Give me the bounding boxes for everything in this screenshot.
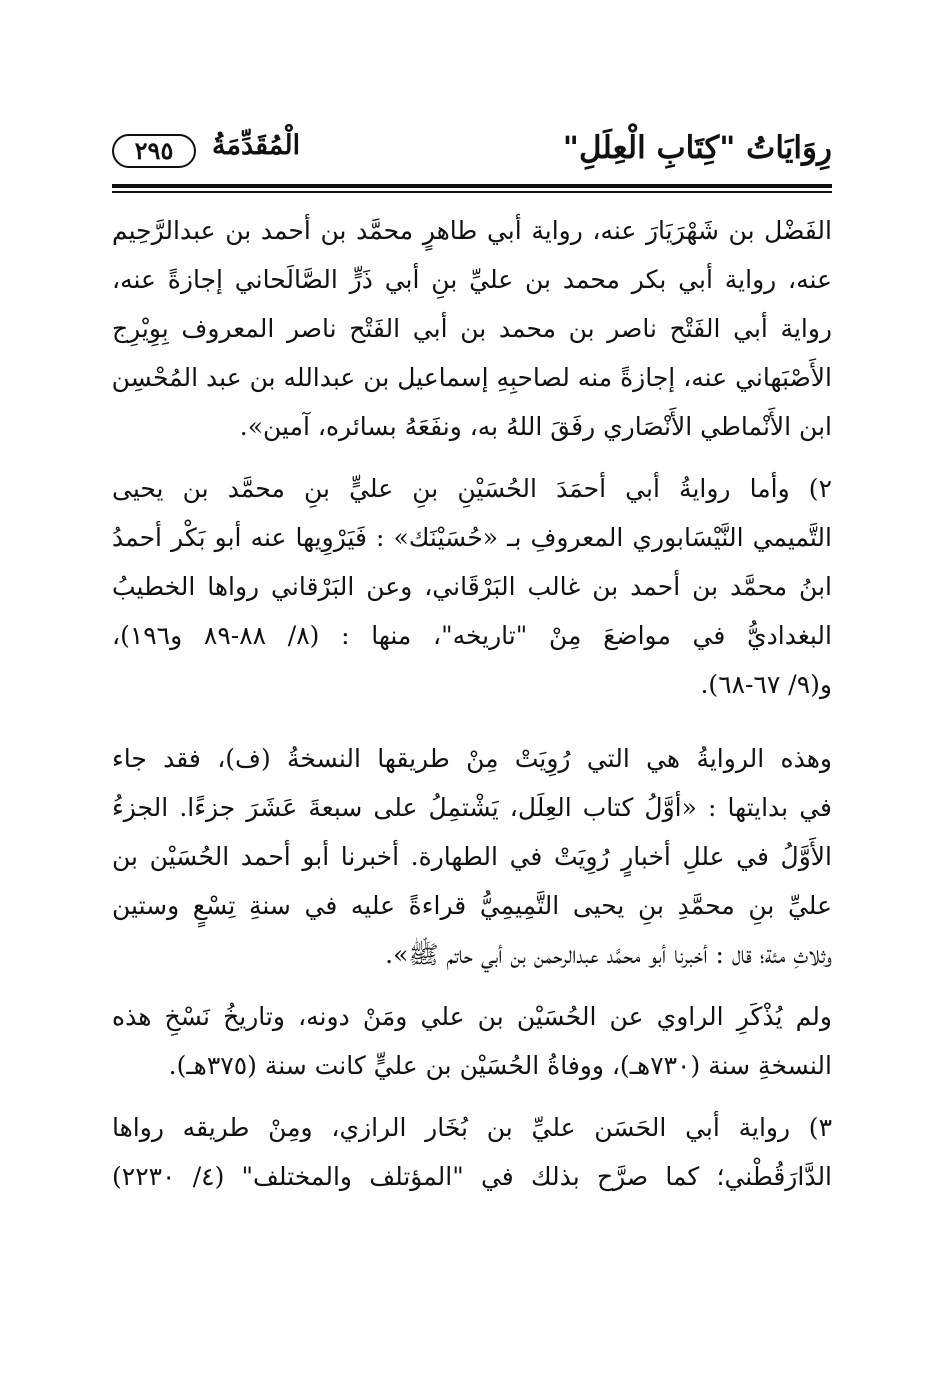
text-line: ٢) وأما روايةُ أبي أحمَدَ الحُسَيْنِ بنِ عليٍّ بنِ محمَّد بن يحيى — [112, 474, 832, 503]
section-title: الْمُقَدِّمَةُ — [212, 130, 301, 161]
page-number-badge: ٢٩٥ — [112, 134, 196, 168]
running-title: رِوَايَاتُ "كِتَابِ الْعِلَلِ" — [562, 130, 832, 166]
text-line: البغداديُّ في مواضعَ مِنْ "تاريخه"، منها : (٨/ ٨٨-٨٩ و١٩٦)، — [112, 621, 832, 650]
text-line: وهذه الروايةُ هي التي رُوِيَتْ مِنْ طريقها النسخةُ (ف)، فقد جاء — [112, 744, 832, 773]
text-line: رواية أبي الفَتْح ناصر بن محمد بن أبي الفَتْح ناصر المعروف بِوِيْرِج — [112, 314, 832, 343]
paragraph — [112, 734, 832, 979]
paragraph — [112, 1103, 832, 1201]
text-line: الأَصْبَهاني عنه، إجازةً منه لصاحبِهِ إسماعيل بن عبدالله بن عبد المُحْسِن — [112, 363, 832, 392]
header-rule-thin — [112, 191, 832, 193]
text-line: ولم يُذْكَرِ الراوي عن الحُسَيْن بن علي ومَنْ دونه، وتاريخُ نَسْخِ هذه — [112, 1002, 832, 1031]
text-line: في بدايتها : «أوَّلُ كتاب العِلَل، يَشْتمِلُ على سبعةَ عَشَرَ جزءًا. الجزءُ — [112, 793, 832, 822]
text-line: ابن الأَنْماطي الأَنْصَاري رفَقَ اللهُ به، ونفَعَهُ بسائره، آمين». — [239, 412, 832, 441]
text-line: وثلاثِ مئة؛ قال : أخبرنا أبو محمَّد عبدالرحمن بن أبي حاتم ﷺ». — [385, 940, 832, 969]
paragraph — [112, 206, 832, 451]
text-line: التَّميمي النَّيْسَابوري المعروفِ بـ «حُسَيْنَك» : فَيَرْوِيها عنه أبو بَكْر أحمدُ — [112, 523, 832, 552]
text-line: عليِّ بنِ محمَّدِ بنِ يحيى التَّمِيمِيُّ قراءةً عليه في سنةِ تِسْعٍ وستين — [112, 891, 832, 920]
paragraph — [112, 992, 832, 1090]
text-line: و(٩/ ٦٧-٦٨). — [700, 670, 832, 699]
body-text — [112, 206, 832, 1201]
text-line: عنه، رواية أبي بكر محمد بن عليِّ بنِ أبي ذَرٍّ الصَّالَحاني إجازةً عنه، — [112, 265, 832, 294]
text-line: ٣) رواية أبي الحَسَن عليِّ بن بُخَار الرازي، ومِنْ طريقه رواها — [112, 1113, 832, 1142]
text-line: الفَضْل بن شَهْرَيَارَ عنه، رواية أبي طاهرٍ محمَّد بن أحمد بن عبدالرَّحِيم — [112, 216, 832, 245]
text-line: النسخةِ سنة (٧٣٠هـ)، ووفاةُ الحُسَيْن بن عليٍّ كانت سنة (٣٧٥هـ). — [168, 1051, 832, 1080]
header-rule-thick — [112, 184, 832, 188]
text-line: ابنُ محمَّد بن أحمد بن غالب البَرْقَاني، وعن البَرْقاني رواها الخطيبُ — [112, 572, 832, 601]
page-header — [112, 120, 832, 182]
text-line: الأَوَّلُ في عللِ أخبارٍ رُوِيَتْ في الطهارة. أخبرنا أبو أحمد الحُسَيْن بن — [112, 842, 832, 871]
paragraph — [112, 464, 832, 709]
text-line: الدَّارَقُطْني؛ كما صرَّح بذلك في "المؤتلف والمختلف" (٤/ ٢٢٣٠) — [112, 1162, 832, 1191]
